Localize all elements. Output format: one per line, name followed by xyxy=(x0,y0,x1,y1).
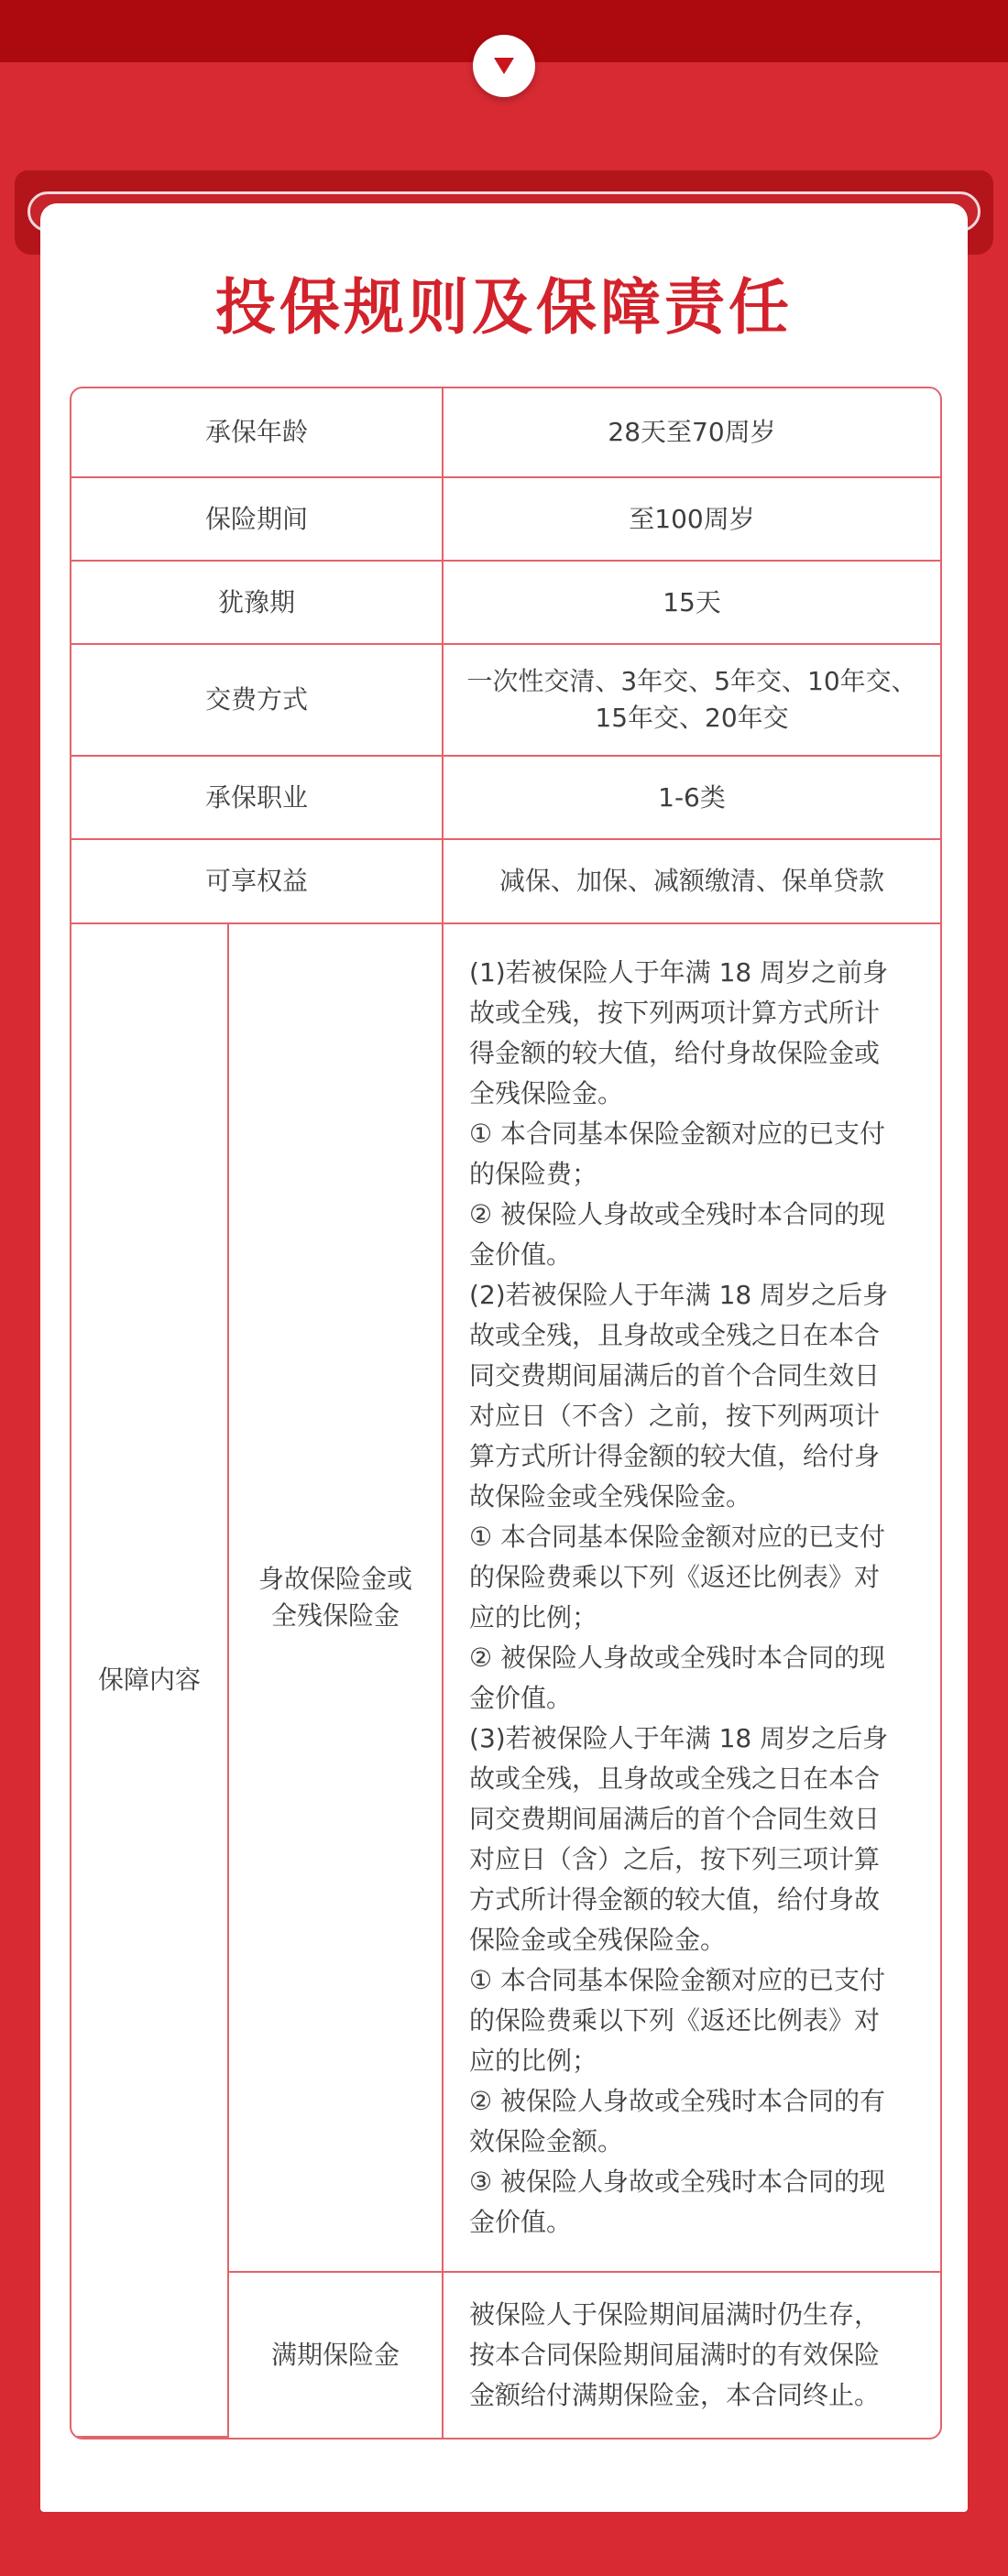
row-value: 减保、加保、减额缴清、保单贷款 xyxy=(444,840,940,924)
table-row xyxy=(71,645,940,757)
rules-table xyxy=(70,387,942,2440)
table-row xyxy=(71,388,940,478)
row-value: 1-6类 xyxy=(444,757,940,840)
scroll-down-button[interactable] xyxy=(473,35,535,97)
page-title: 投保规则及保障责任 xyxy=(215,272,793,343)
row-label: 可享权益 xyxy=(71,840,444,924)
row-label: 保险期间 xyxy=(71,478,444,562)
table-row xyxy=(71,840,940,924)
row-label: 犹豫期 xyxy=(71,562,444,645)
row-value: 至100周岁 xyxy=(444,478,940,562)
coverage-label: 保障内容 xyxy=(71,924,229,2438)
table-row xyxy=(71,562,940,645)
row-label: 交费方式 xyxy=(71,645,444,757)
row-value: 28天至70周岁 xyxy=(444,388,940,478)
coverage-item-name: 身故保险金或全残保险金 xyxy=(229,924,444,2273)
coverage-item-name: 满期保险金 xyxy=(229,2273,444,2438)
coverage-item-detail: 被保险人于保险期间届满时仍生存， 按本合同保险期间届满时的有效保险 金额给付满期保险金，本合同终止。 xyxy=(469,2299,881,2410)
table-row xyxy=(71,924,940,2273)
row-value: 15天 xyxy=(444,562,940,645)
row-value: 一次性交清、3年交、5年交、10年交、 15年交、20年交 xyxy=(444,645,940,757)
row-label: 承保职业 xyxy=(71,757,444,840)
row-label: 承保年龄 xyxy=(71,388,444,478)
table-row xyxy=(71,757,940,840)
coverage-item-detail: (1)若被保险人于年满 18 周岁之前身 故或全残，按下列两项计算方式所计 得金额的较大值，给付身故保险金或 全残保险金。 ① 本合同基本保险金额对应的已支付 的保险费； ② 被保险人身故或全残时本合同的现 金价值。 (2)若被保险人于年满 18 周岁之后身 故或全残，且身故或全残之日在本合 同交费期间届满后的首个合同生效日 对应日（不含）之前，按下列两项计 算方式所计得金额的较大值，给付身 故保险金或全残保险金。 ① 本合同基本保险金额对应的已支付 的保险费乘以下列《返还比例表》对 应的比例； ② 被保险人身故或全残时本合同的现 金价值。 (3)若被保险人于年满 18 周岁之后身 故或全残，且身故或全残之日在本合 同交费期间届满后的首个合同生效日 对应日（含）之后，按下列三项计算 方式所计得金额的较大值，给付身故 保险金或全残保险金。 ① 本合同基本保险金额对应的已支付 的保险费乘以下列《返还比例表》对 应的比例； ② 被保险人身故或全残时本合同的有 效保险金额。 ③ 被保险人身故或全残时本合同的现 金价值。 xyxy=(444,924,940,2273)
rules-card xyxy=(40,203,968,2512)
triangle-down-icon xyxy=(492,56,516,76)
table-row xyxy=(71,478,940,562)
